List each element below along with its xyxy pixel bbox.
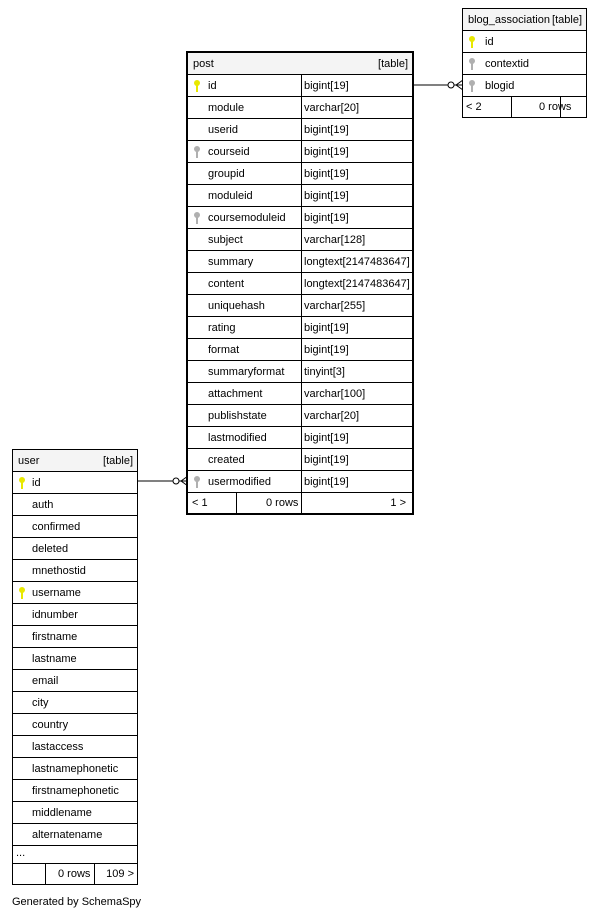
column-name: lastaccess [32,741,84,753]
column-row-confirmed[interactable] [13,516,137,538]
column-row-username[interactable] [13,582,137,604]
column-divider [301,185,302,206]
column-row-coursemoduleid[interactable] [188,207,412,229]
column-name: rating [208,322,236,334]
primary-key-icon [193,80,201,92]
blog-association-table-header[interactable] [463,9,586,31]
column-row-userid[interactable] [188,119,412,141]
column-name: id [485,36,494,48]
row-count: 0 rows [539,101,572,113]
post-table-footer [188,493,412,513]
column-row-auth[interactable] [13,494,137,516]
column-row-created[interactable] [188,449,412,471]
column-divider [301,295,302,316]
column-divider [301,427,302,448]
column-type: bigint[19] [304,322,349,334]
column-name: summary [208,256,254,268]
table-name: blog_association [468,14,550,26]
column-row-summary[interactable] [188,251,412,273]
column-name: uniquehash [208,300,265,312]
column-type: longtext[2147483647] [304,278,410,290]
parents-link[interactable]: < 2 [466,101,482,113]
column-name: subject [208,234,243,246]
children-link[interactable]: 1 > [390,497,406,509]
post-table[interactable] [186,51,414,515]
more-columns-indicator: ... [16,847,26,859]
column-divider [301,383,302,404]
column-name: id [32,477,41,489]
column-divider [301,75,302,96]
column-type: bigint[19] [304,344,349,356]
column-type: varchar[20] [304,102,360,114]
user-table-footer [13,864,137,884]
column-type: longtext[2147483647] [304,256,410,268]
column-row-content[interactable] [188,273,412,295]
column-name: usermodified [208,476,271,488]
column-name: deleted [32,543,69,555]
column-row-format[interactable] [188,339,412,361]
column-name: created [208,454,245,466]
post-table-header[interactable] [188,53,412,75]
column-type: bigint[19] [304,146,349,158]
column-name: username [32,587,81,599]
foreign-key-icon [193,146,201,158]
user-table-header[interactable] [13,450,137,472]
column-type: bigint[19] [304,476,349,488]
blog-association-table-footer [463,97,586,117]
more-columns-row [13,846,137,864]
row-count: 0 rows [58,868,91,880]
row-count: 0 rows [266,497,299,509]
table-name: post [193,58,214,70]
column-type: varchar[255] [304,300,366,312]
column-row-idnumber[interactable] [13,604,137,626]
column-name: coursemoduleid [208,212,286,224]
column-row-id[interactable] [13,472,137,494]
column-divider [301,207,302,228]
column-row-summaryformat[interactable] [188,361,412,383]
column-row-city[interactable] [13,692,137,714]
column-type: tinyint[3] [304,366,345,378]
foreign-key-icon [193,476,201,488]
column-type: bigint[19] [304,432,349,444]
column-row-country[interactable] [13,714,137,736]
column-row-id[interactable] [463,31,586,53]
column-name: idnumber [32,609,78,621]
column-row-deleted[interactable] [13,538,137,560]
column-row-lastname[interactable] [13,648,137,670]
column-divider [301,317,302,338]
column-type: varchar[128] [304,234,366,246]
column-name: content [208,278,245,290]
column-divider [301,405,302,426]
column-type: varchar[100] [304,388,366,400]
column-name: courseid [208,146,250,158]
primary-key-icon [18,587,26,599]
generated-by-label: Generated by SchemaSpy [12,896,142,908]
table-kind: [table] [378,58,408,70]
foreign-key-icon [468,80,476,92]
column-name: confirmed [32,521,81,533]
parents-link[interactable]: < 1 [192,497,208,509]
link-post-blog-association [411,80,463,90]
link-user-post [137,476,188,486]
primary-key-icon [468,36,476,48]
column-divider [301,361,302,382]
column-name: module [208,102,245,114]
user-table[interactable] [12,449,138,885]
column-name: moduleid [208,190,253,202]
column-type: bigint[19] [304,190,349,202]
column-row-lastnamephonetic[interactable] [13,758,137,780]
children-link[interactable]: 109 > [106,868,134,880]
column-row-lastaccess[interactable] [13,736,137,758]
table-name: user [18,455,40,467]
column-row-module[interactable] [188,97,412,119]
column-name: groupid [208,168,245,180]
column-row-id[interactable] [188,75,412,97]
foreign-key-icon [468,58,476,70]
column-name: city [32,697,49,709]
column-name: middlename [32,807,92,819]
column-name: email [32,675,59,687]
column-name: userid [208,124,238,136]
column-type: bigint[19] [304,454,349,466]
column-row-subject[interactable] [188,229,412,251]
column-name: blogid [485,80,515,92]
primary-key-icon [18,477,26,489]
column-row-uniquehash[interactable] [188,295,412,317]
column-name: publishstate [208,410,267,422]
column-row-publishstate[interactable] [188,405,412,427]
column-name: firstname [32,631,78,643]
column-row-blogid[interactable] [463,75,586,97]
column-row-firstnamephonetic[interactable] [13,780,137,802]
column-row-moduleid[interactable] [188,185,412,207]
column-name: auth [32,499,54,511]
column-name: summaryformat [208,366,285,378]
column-divider [301,251,302,272]
column-row-usermodified[interactable] [188,471,412,493]
column-row-alternatename[interactable] [13,824,137,846]
blog-association-table[interactable] [462,8,587,118]
column-row-attachment[interactable] [188,383,412,405]
column-divider [301,339,302,360]
column-divider [301,471,302,492]
column-divider [301,449,302,470]
column-row-rating[interactable] [188,317,412,339]
column-divider [301,119,302,140]
column-divider [301,97,302,118]
column-name: attachment [208,388,263,400]
column-divider [301,229,302,250]
foreign-key-icon [193,212,201,224]
column-row-firstname[interactable] [13,626,137,648]
column-divider [301,163,302,184]
column-type: bigint[19] [304,168,349,180]
column-divider [301,273,302,294]
column-row-groupid[interactable] [188,163,412,185]
column-type: bigint[19] [304,212,349,224]
column-row-courseid[interactable] [188,141,412,163]
column-name: lastmodified [208,432,267,444]
column-name: firstnamephonetic [32,785,119,797]
column-name: format [208,344,240,356]
column-name: country [32,719,69,731]
column-divider [301,141,302,162]
table-kind: [table] [552,14,582,26]
column-row-contextid[interactable] [463,53,586,75]
table-kind: [table] [103,455,133,467]
column-name: lastname [32,653,77,665]
column-name: mnethostid [32,565,86,577]
column-row-lastmodified[interactable] [188,427,412,449]
column-row-mnethostid[interactable] [13,560,137,582]
column-name: id [208,80,217,92]
column-type: varchar[20] [304,410,360,422]
column-name: lastnamephonetic [32,763,119,775]
column-type: bigint[19] [304,124,349,136]
column-type: bigint[19] [304,80,349,92]
column-row-email[interactable] [13,670,137,692]
column-name: contextid [485,58,530,70]
column-row-middlename[interactable] [13,802,137,824]
column-name: alternatename [32,829,103,841]
